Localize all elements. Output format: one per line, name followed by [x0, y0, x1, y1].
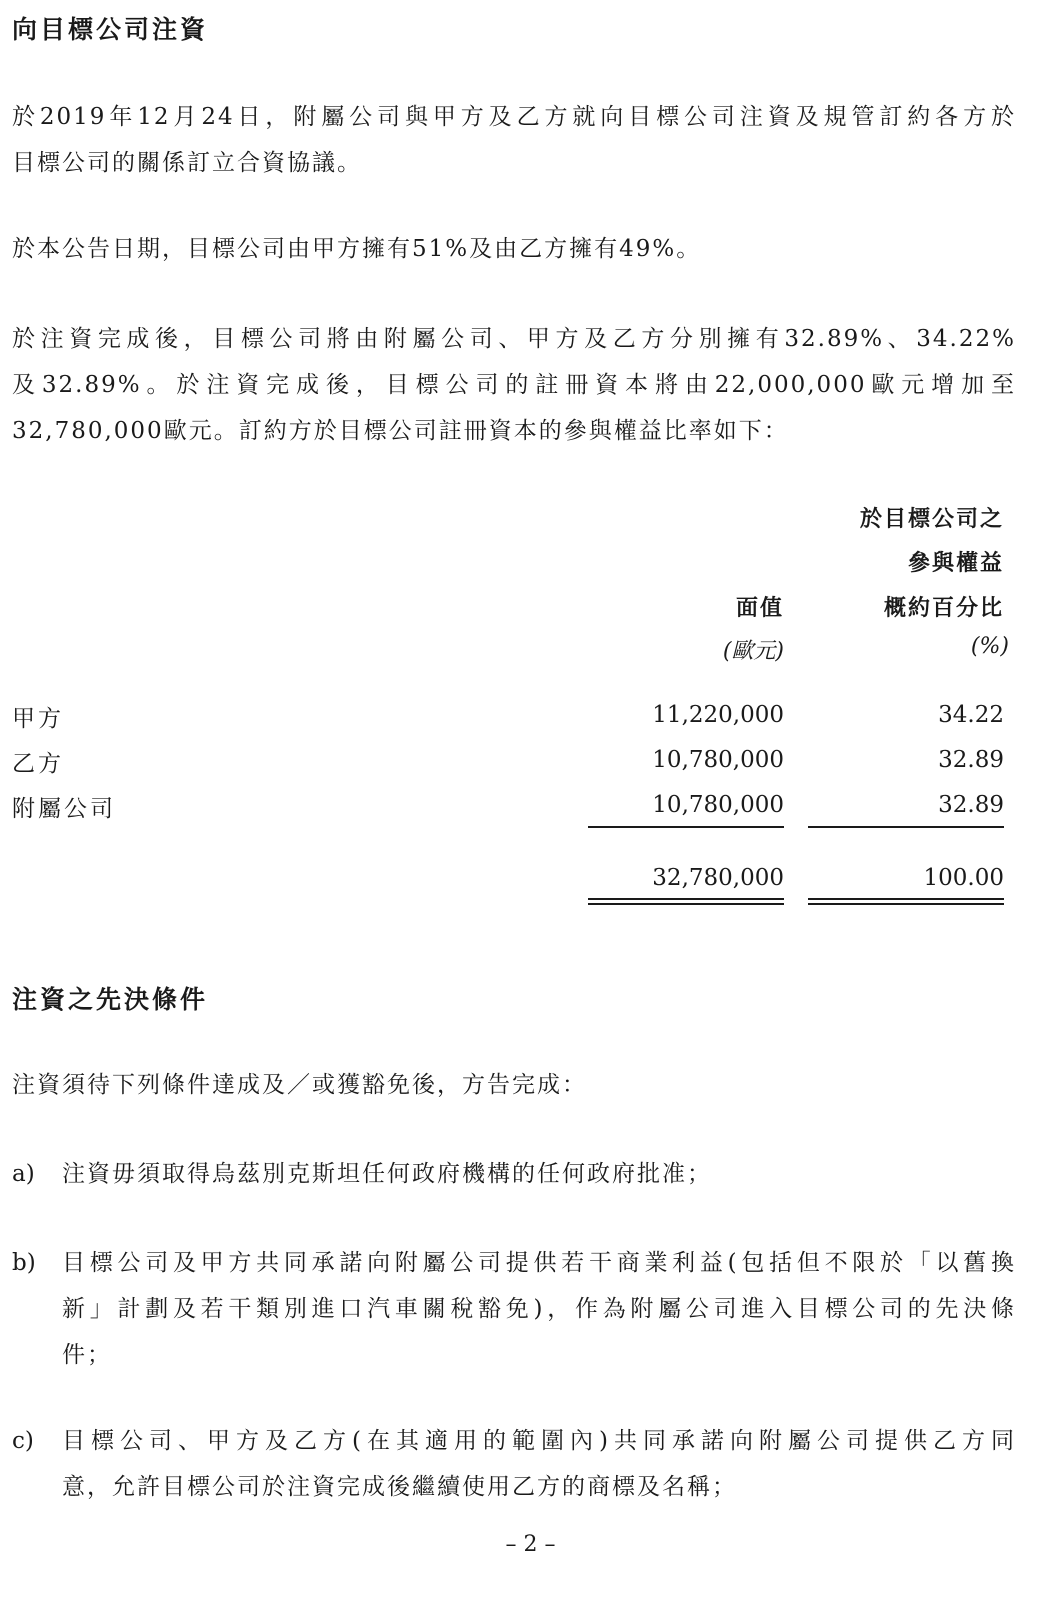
- total-double-rule: [808, 898, 1004, 900]
- section-title-capital-injection: 向目標公司注資: [12, 15, 209, 44]
- subtotal-rule: [588, 826, 784, 828]
- paragraph-agreement: [12, 94, 1016, 186]
- condition-line: 新」計劃及若干類別進口汽車關稅豁免)，作為附屬公司進入目標公司的先決條: [62, 1296, 1016, 1322]
- row-face-value: 10,780,000: [652, 792, 784, 818]
- list-marker: c): [12, 1428, 34, 1454]
- paragraph-line: 及32.89%。於注資完成後，目標公司的註冊資本將由22,000,000歐元增加至: [12, 372, 1016, 398]
- row-face-value: 10,780,000: [652, 747, 784, 773]
- paragraph-current-ownership: [12, 226, 1016, 272]
- condition-text: [62, 1151, 1016, 1197]
- condition-line: 意，允許目標公司於注資完成後繼續使用乙方的商標及名稱；: [62, 1474, 737, 1500]
- paragraph-line: 注資須待下列條件達成及／或獲豁免後，方告完成：: [12, 1072, 587, 1098]
- condition-line: 目標公司及甲方共同承諾向附屬公司提供若干商業利益(包括但不限於「以舊換: [62, 1250, 1016, 1276]
- total-double-rule: [808, 903, 1004, 905]
- condition-text: [62, 1418, 1016, 1510]
- total-double-rule: [588, 898, 784, 900]
- section-title-conditions: 注資之先決條件: [12, 985, 209, 1014]
- paragraph-line: 目標公司的關係訂立合資協議。: [12, 150, 362, 176]
- subtotal-rule: [808, 826, 1004, 828]
- row-label: 附屬公司: [12, 796, 116, 822]
- row-face-value: 11,220,000: [652, 702, 784, 728]
- condition-line: 注資毋須取得烏茲別克斯坦任何政府機構的任何政府批准；: [62, 1161, 712, 1187]
- col1-header: 面值: [735, 596, 784, 621]
- row-percentage: 32.89: [938, 747, 1004, 773]
- row-percentage: 34.22: [938, 702, 1004, 728]
- total-face-value: 32,780,000: [652, 865, 784, 891]
- paragraph-line: 於2019年12月24日，附屬公司與甲方及乙方就向目標公司注資及規管訂約各方於: [12, 104, 1016, 130]
- col2-header-line: 於目標公司之: [859, 507, 1004, 532]
- col1-unit: (歐元): [722, 639, 784, 664]
- row-label: 甲方: [12, 706, 64, 732]
- paragraph-line: 32,780,000歐元。訂約方於目標公司註冊資本的參與權益比率如下：: [12, 418, 789, 444]
- row-label: 乙方: [12, 751, 64, 777]
- paragraph-line: 於本公告日期，目標公司由甲方擁有51%及由乙方擁有49%。: [12, 236, 702, 262]
- list-marker: a): [12, 1161, 35, 1187]
- total-percentage: 100.00: [923, 865, 1004, 891]
- condition-line: 目標公司、甲方及乙方(在其適用的範圍內)共同承諾向附屬公司提供乙方同: [62, 1428, 1016, 1454]
- list-marker: b): [12, 1250, 36, 1276]
- paragraph-post-injection: [12, 316, 1016, 454]
- condition-text: [62, 1240, 1016, 1378]
- total-double-rule: [588, 903, 784, 905]
- col2-header-line: 概約百分比: [883, 596, 1004, 621]
- col2-header-line: 參與權益: [907, 551, 1004, 576]
- row-percentage: 32.89: [938, 792, 1004, 818]
- paragraph-line: 於注資完成後，目標公司將由附屬公司、甲方及乙方分別擁有32.89%、34.22%: [12, 326, 1016, 352]
- col2-unit: (%): [970, 634, 1009, 659]
- condition-line: 件；: [62, 1342, 112, 1368]
- paragraph-conditions-intro: [12, 1062, 1016, 1108]
- page-number: – 2 –: [505, 1532, 556, 1557]
